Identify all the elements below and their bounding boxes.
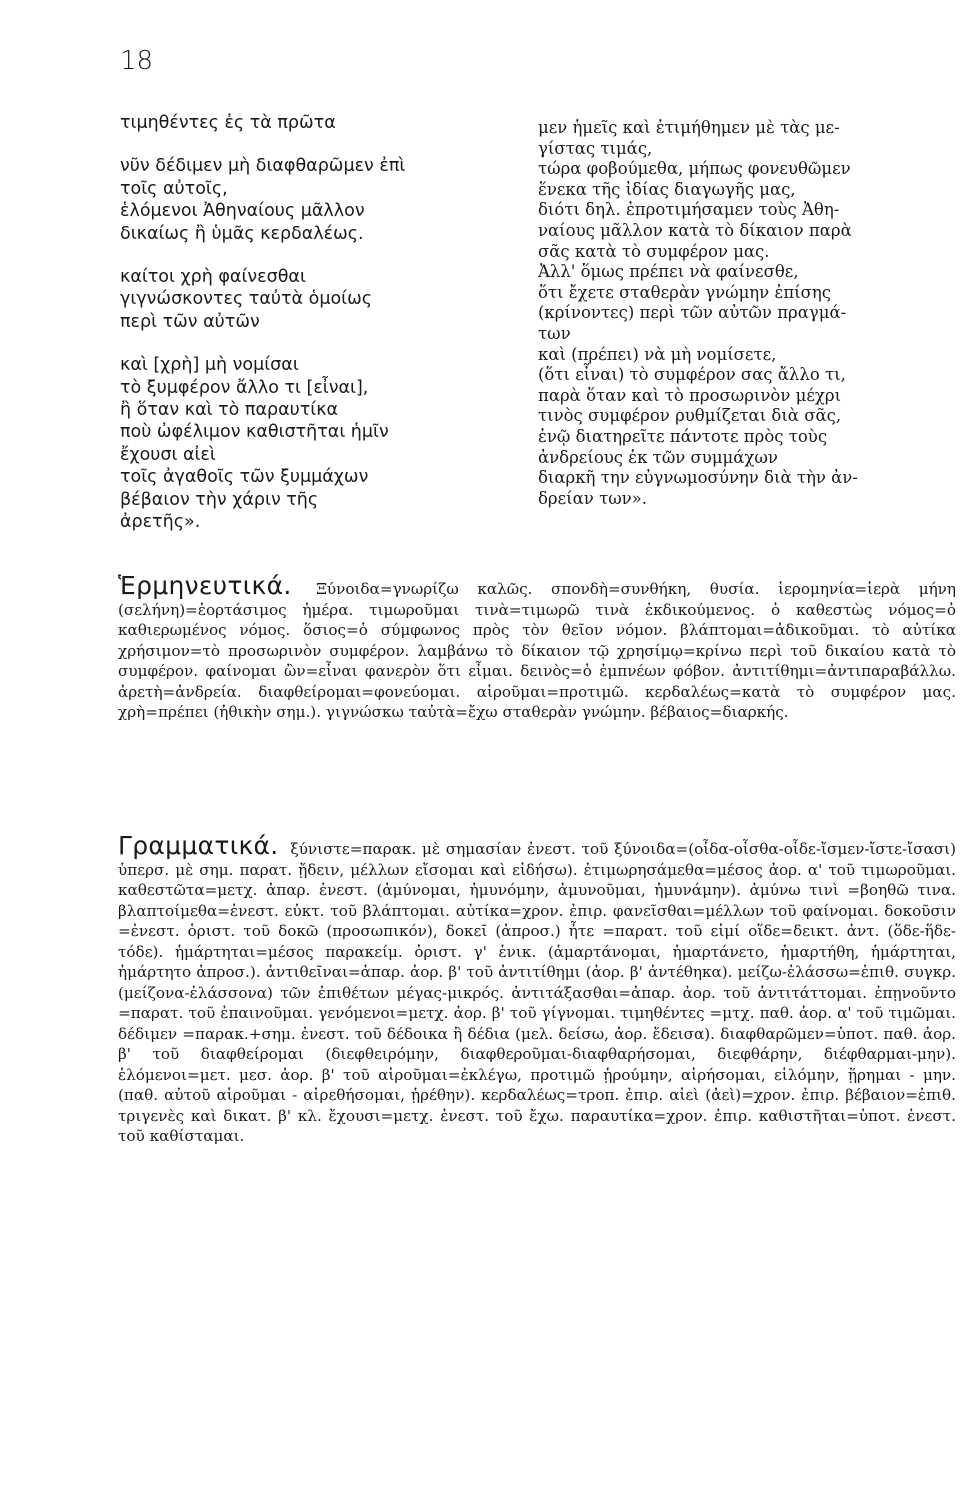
text-line: τώρα φοβούμεθα, μήπως φονευθῶμεν bbox=[538, 159, 851, 179]
text-line: ποὺ ὠφέλιμον καθιστῆται ἡμῖν bbox=[120, 422, 389, 443]
hermeneutika-section bbox=[118, 571, 956, 723]
text-line: ἢ ὅταν καὶ τὸ παραυτίκα bbox=[120, 400, 339, 421]
text-line: ναίους μᾶλλον κατὰ τὸ δίκαιον παρὰ bbox=[538, 220, 852, 240]
text-line: μεν ἡμεῖς καὶ ἐτιμήθημεν μὲ τὰς με- bbox=[538, 118, 840, 137]
text-line: ὅτι ἔχετε σταθερὰν γνώμην ἐπίσης bbox=[538, 282, 832, 302]
text-line: Ἀλλ' ὅμως πρέπει νὰ φαίνεσθε, bbox=[538, 262, 799, 282]
text-line: τὸ ξυμφέρον ἄλλο τι [εἶναι], bbox=[120, 377, 369, 398]
text-line: διότι δηλ. ἐπροτιμήσαμεν τοὺς Ἀθη- bbox=[538, 200, 840, 220]
stanza bbox=[120, 155, 490, 245]
section-text: Ξύνοιδα=γνωρίζω καλῶς. σπονδὴ=συνθήκη, θυσία. ἱερομηνία=ἱερὰ μήνη (σελήνη)=ἑορτάσιμος ἡμέρα. τιμωροῦμαι τινὰ=τιμωρῶ τινὰ ἐκδικούμενος. ὁ καθεστὼς νόμος=ὁ καθιερωμένος νόμος. ὅσιος=ὁ σύμφωνος πρὸς τὸν θεῖον νόμον. βλάπτομαι=ἀδικοῦμαι. τὸ αὐτίκα χρήσιμον=τὸ προσωρινὸν συμφέρον. λαμβάνω τὸ δίκαιον τῷ χρησίμῳ=κρίνω περὶ τοῦ δικαίου κατὰ τὸ συμφέρον. φαίνομαι ὢν=εἶναι φανερὸν ὅτι εἶμαι. δεινὸς=ὁ ἐμπνέων φόβον. ἀντιτίθημι=ἀντιπαραβάλλω. ἀρετὴ=ἀνδρεία. διαφθείρομαι=φονεύομαι. αἱροῦμαι=προτιμῶ. κερδαλέως=κατὰ τὸ συμφέρον μας. χρὴ=πρέπει (ἠθικὴν σημ.). γιγνώσκω ταὐτὰ=ἔχω σταθερὰν γνώμην. βέβαιος=διαρκής. bbox=[118, 580, 956, 721]
section-heading: Γραμματικά. bbox=[118, 831, 279, 860]
text-line: βέβαιον τὴν χάριν τῆς bbox=[120, 489, 319, 510]
translation-paragraph bbox=[538, 118, 956, 509]
section-text: ξύνιστε=παρακ. μὲ σημασίαν ἐνεστ. τοῦ ξύνοιδα=(οἶδα-οἶσθα-οἶδε-ἴσμεν-ἴστε-ἴσασι) ὑπερσ. μὲ σημ. παρατ. ᾔδειν, μέλλων εἴσομαι καὶ εἰδήσω). ἐτιμωρησάμεθα=μέσος ἀορ. α' τοῦ τιμωροῦμαι. καθεστῶτα=μετχ. ἀπαρ. ἐνεστ. (ἀμύνομαι, ἠμυνόμην, ἀμυνοῦμαι, ἠμυνάμην). ἀμύνω τινὶ =βοηθῶ τινα. βλαπτοίμεθα=ἐνεστ. εὐκτ. τοῦ βλάπτομαι. αὐτίκα=χρον. ἐπιρ. φανεῖσθαι=μέλλων τοῦ φαίνομαι. δοκοῦσιν =ἐνεστ. ὁριστ. τοῦ δοκῶ (προσωπικόν), δοκεῖ (ἀπροσ.) ἦτε =παρατ. τοῦ εἰμί οἵδε=δεικτ. ἀντ. (ὅδε-ἥδε-τόδε). ἡμάρτηται=μέσος παρακείμ. ὁριστ. γ' ἑνικ. (ἁμαρτάνομαι, ἡμαρτάνετο, ἡμαρτήθη, ἡμάρτηται, ἡμάρτητο ἀπροσ.). ἀντιθεῖναι=ἀπαρ. ἀορ. β' τοῦ ἀντιτίθημι (ἀορ. β' ἀντέθηκα). μείζω-ἐλάσσω=ἐπιθ. συγκρ. (μείζονα-ἐλάσσονα) τῶν ἐπιθέτων μέγας-μικρός. ἀντιτάξασθαι=ἀπαρ. ἀορ. τοῦ ἀντιτάττομαι. ἐπῃνοῦντο =παρατ. τοῦ ἐπαινοῦμαι. γενόμενοι=μετχ. ἀορ. β' τοῦ γίγνομαι. τιμηθέντες =μτχ. παθ. ἀορ. α' τοῦ τιμῶμαι. δέδιμεν =παρακ.+σημ. ἐνεστ. τοῦ δέδοικα ἢ δέδια (μελ. δείσω, ἀορ. ἔδεισα). διαφθαρῶμεν=ὑποτ. παθ. ἀορ. β' τοῦ διαφθείρομαι (διεφθειρόμην, διαφθεροῦμαι-διαφθαρήσομαι, διεφθάρην, διέφθαρμαι-μην). ἑλόμενοι=μετ. μεσ. ἀορ. β' τοῦ αἱροῦμαι=ἐκλέγω, προτιμῶ ᾑρούμην, αἱρήσομαι, εἱλόμην, ᾕρημαι - μην. (παθ. αὐτοῦ αἱροῦμαι - αἱρεθήσομαι, ᾑρέθην). κερδαλέως=τροπ. ἐπιρ. αἰεὶ (ἀεὶ)=χρον. ἐπιρ. βέβαιον=ἐπιθ. τριγενὲς καὶ δικατ. β' κλ. ἔχουσι=μετχ. ἐνεστ. τοῦ ἔχω. παραυτίκα=χρον. ἐπιρ. καθιστῆται=ὑποτ. ἐνεστ. τοῦ καθίσταμαι. bbox=[118, 840, 956, 1145]
text-line: γιγνώσκοντες ταὐτὰ ὁμοίως bbox=[120, 289, 373, 310]
text-line: παρὰ ὅταν καὶ τὸ προσωρινὸν μέχρι bbox=[538, 385, 842, 405]
text-line: (ὅτι εἶναι) τὸ συμφέρον σας ἄλλο τι, bbox=[538, 365, 846, 385]
text-line: ἑλόμενοι Ἀθηναίους μᾶλλον bbox=[120, 201, 365, 222]
text-line: περὶ τῶν αὐτῶν bbox=[120, 311, 260, 332]
text-line: τιμηθέντες ἐς τὰ πρῶτα bbox=[120, 113, 336, 133]
text-line: καίτοι χρὴ φαίνεσθαι bbox=[120, 267, 306, 288]
text-line: ἀνδρείους ἐκ τῶν συμμάχων bbox=[538, 447, 778, 467]
text-line: ἕνεκα τῆς ἰδίας διαγωγῆς μας, bbox=[538, 179, 796, 199]
text-line: (κρίνοντες) περὶ τῶν αὐτῶν πραγμά- bbox=[538, 303, 847, 323]
section-heading: Ἑρμηνευτικά. bbox=[118, 571, 292, 600]
stanza bbox=[120, 354, 490, 533]
text-line: δικαίως ἢ ὑμᾶς κερδαλέως. bbox=[120, 223, 364, 244]
text-line: καὶ [χρὴ] μὴ νομίσαι bbox=[120, 355, 299, 376]
stanza bbox=[120, 112, 490, 134]
translation-column bbox=[538, 118, 956, 509]
stanza bbox=[120, 266, 490, 333]
text-line: ἐνῷ διατηρεῖτε πάντοτε πρὸς τοὺς bbox=[538, 426, 828, 446]
text-line: νῦν δέδιμεν μὴ διαφθαρῶμεν ἐπὶ bbox=[120, 156, 406, 177]
grammatika-section bbox=[118, 831, 956, 1147]
text-line: καὶ (πρέπει) νὰ μὴ νομίσετε, bbox=[538, 344, 777, 364]
text-line: των bbox=[538, 323, 571, 343]
text-line: γίστας τιμάς, bbox=[538, 138, 653, 158]
text-line: ἀρετῆς». bbox=[120, 512, 201, 533]
text-line: τοῖς ἀγαθοῖς τῶν ξυμμάχων bbox=[120, 467, 369, 488]
text-line: δρείαν των». bbox=[538, 488, 648, 508]
text-line: ἔχουσι αἰεὶ bbox=[120, 444, 216, 465]
ancient-text-column bbox=[120, 112, 490, 555]
text-line: σᾶς κατὰ τὸ συμφέρον μας. bbox=[538, 241, 770, 261]
text-line: τοῖς αὐτοῖς, bbox=[120, 178, 228, 199]
text-line: διαρκῆ την εὐγνωμοσύνην διὰ τὴν ἀν- bbox=[538, 468, 858, 488]
page-number: 18 bbox=[120, 46, 154, 76]
text-line: τινὸς συμφέρον ρυθμίζεται διὰ σᾶς, bbox=[538, 406, 842, 426]
